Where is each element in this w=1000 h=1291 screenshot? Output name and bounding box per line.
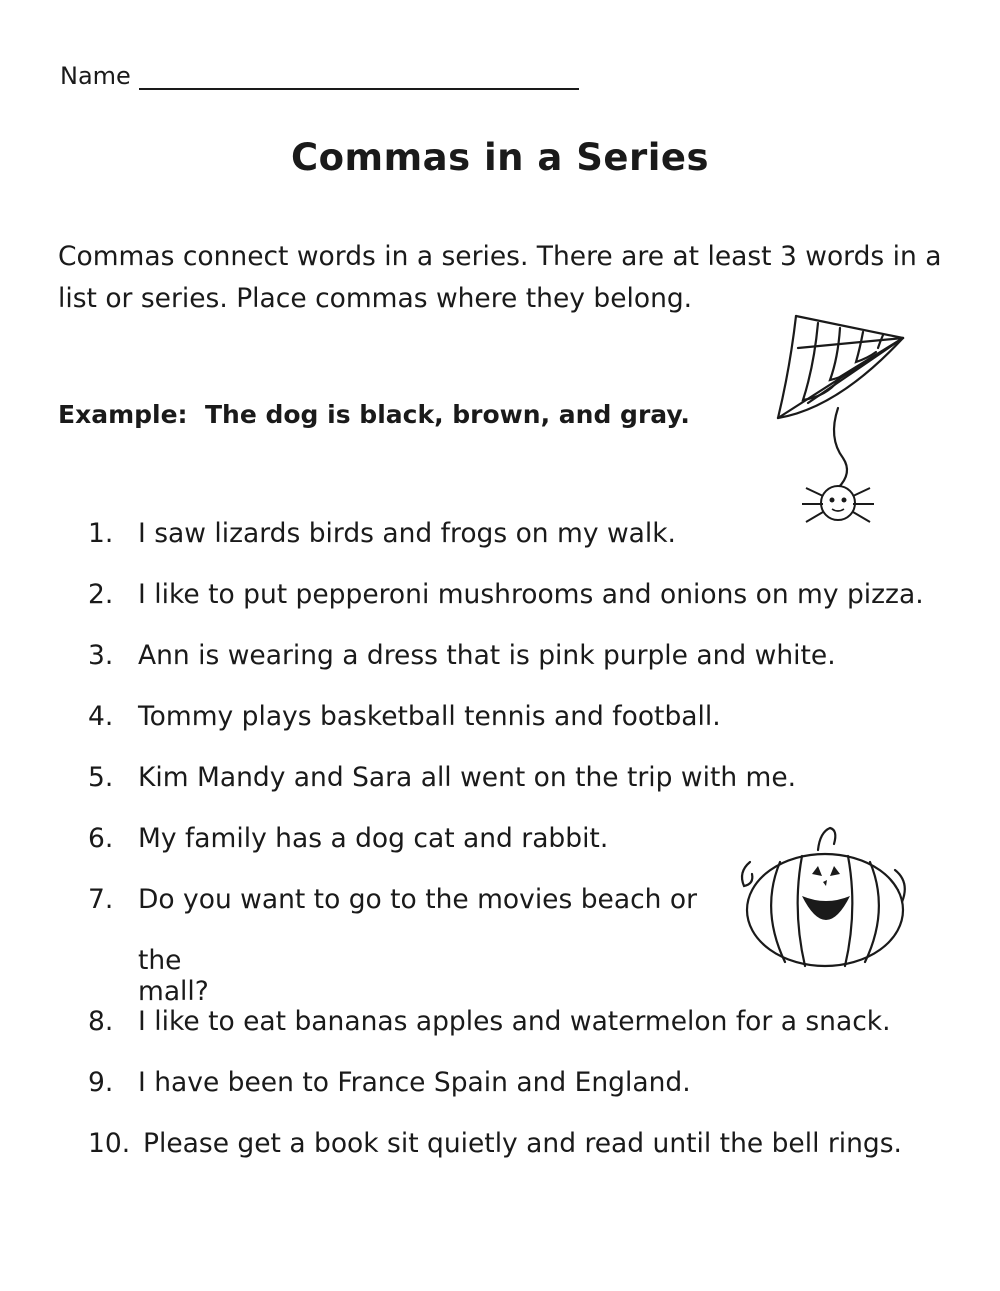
item-number: 9. [88,1067,114,1098]
item-number: 3. [88,640,114,671]
item-number: 2. [88,579,114,610]
list-item [88,884,697,915]
example-sentence: The dog is black, brown, and gray. [204,400,690,429]
item-text: I like to eat bananas apples and watermelon for a snack. [138,1006,891,1037]
item-text: My family has a dog cat and rabbit. [138,823,609,854]
page-title: Commas in a Series [290,136,710,179]
item-text: Please get a book sit quietly and read until the bell rings. [143,1128,902,1159]
item-number: 5. [88,762,114,793]
item-text: Kim Mandy and Sara all went on the trip with me. [138,762,797,793]
list-item [88,823,608,854]
item-number: 8. [88,1006,114,1037]
list-item [88,1006,891,1037]
item-number: 4. [88,701,114,732]
item-number: 6. [88,823,114,854]
list-item [88,518,676,549]
item-text: I have been to France Spain and England. [138,1067,691,1098]
list-item [88,762,796,793]
list-item [88,1128,902,1159]
item-text: I saw lizards birds and frogs on my walk. [138,518,676,549]
list-item-continuation: the mall? [138,945,209,1007]
list-item [88,1067,691,1098]
pumpkin-icon [730,822,920,972]
item-text: Do you want to go to the movies beach or [138,884,697,915]
name-blank-line[interactable] [139,66,579,90]
item-number: 7. [88,884,114,915]
name-field [60,62,579,90]
name-label: Name [60,62,131,90]
example [58,400,690,429]
item-text: Tommy plays basketball tennis and football. [138,701,721,732]
instructions: Commas connect words in a series. There are at least 3 words in a list or series. Place commas where they belong. [58,241,942,314]
item-text: I like to put pepperoni mushrooms and onions on my pizza. [138,579,924,610]
list-item [88,640,836,671]
item-text: Ann is wearing a dress that is pink purple and white. [138,640,836,671]
list-item [88,579,924,610]
spider-web-icon [768,308,918,548]
list-item [88,701,721,732]
item-number: 10. [88,1128,131,1159]
example-label: Example: [58,400,188,429]
item-number: 1. [88,518,114,549]
